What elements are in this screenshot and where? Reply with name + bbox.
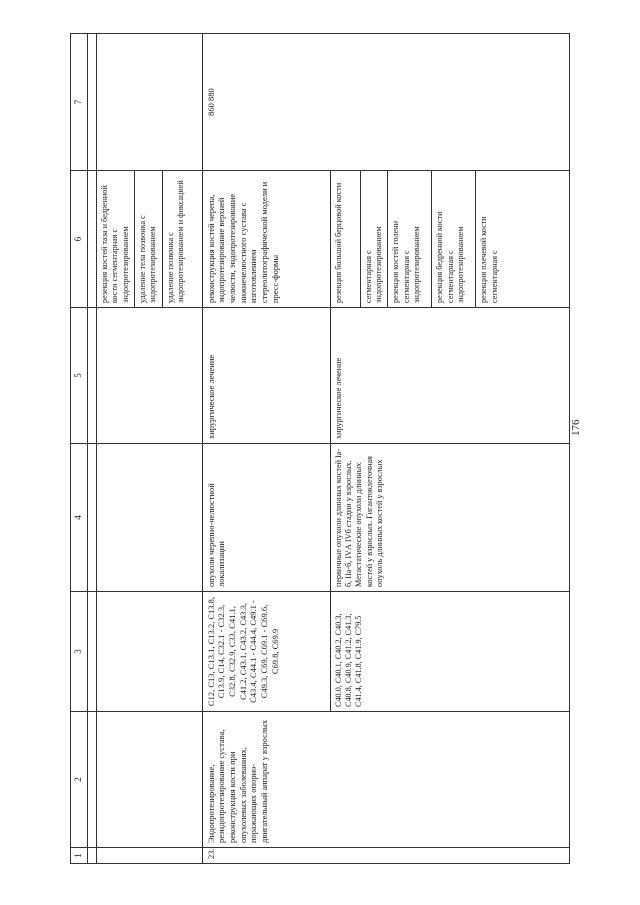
table-row <box>202 34 330 864</box>
treatment-cell: хирургическое лечение <box>202 308 330 444</box>
header-cell: 1 <box>71 848 88 864</box>
method-cell: резекция костей таза и бедренной кости сегментарная с эндопротезированием <box>97 171 135 308</box>
price-cell: 860 880 <box>202 34 569 171</box>
model-cell: первичные опухоли длинных костей Iа-б, IIа-б, IVА IVб стадии у взрослых. Метастатические опухоли длинных костей у взрослых. Гигантоклеточная опухоль длинных костей у взрослых <box>330 444 569 592</box>
row-number: 23. <box>202 848 569 864</box>
method-cell: резекция плечевой кости сегментарная с <box>476 171 570 308</box>
header-cell: 7 <box>71 34 88 171</box>
method-cell: резекция костей голени сегментарная с эндопротезированием <box>388 171 432 308</box>
model-cell: опухоли черепно-челюстной локализации <box>202 444 330 592</box>
row-name: Эндопротезирование, реэндопротезирование сустава, реконструкция кости при опухолевых заболеваниях, поражающих опорно-двигательный аппарат у взрослых <box>202 712 569 848</box>
services-table <box>70 33 570 864</box>
rotated-table-page <box>70 34 570 864</box>
header-cell: 4 <box>71 444 88 592</box>
method-cell: удаление тела позвонка с эндопротезированием <box>134 171 162 308</box>
page-number: 176 <box>570 419 582 436</box>
method-cell: резекция бедренной кости сегментарная с эндопротезированием <box>432 171 476 308</box>
treatment-cell: хирургическое лечение <box>330 308 569 444</box>
method-cell: резекция большой берцовой кости <box>330 171 360 308</box>
codes-cell: C12, C13, C13.1, C13.2, C13.8, C13.9, C14, C32.1 - C32.3, C32.8, C32.9, C33, C41.1, C41.2, C43.1, C43.2, C43.3, C43.4, C44.1 - C44.4, C49.1 - C49.3, C69, C69.1 - C69.6, C69.8, C69.9 <box>202 592 330 712</box>
codes-cell: C40.0, C40.1, C40.2, C40.3, C40.8, C40.9, C41.2, C41.3, C41.4, C41.8, C41.9, C79.5 <box>330 592 569 712</box>
table-row <box>97 34 135 864</box>
spacer-row <box>88 34 97 864</box>
header-cell: 6 <box>71 171 88 308</box>
header-cell: 2 <box>71 712 88 848</box>
method-cell: реконструкция костей черепа, эндопротезирование верхней челюсти, эндопротезирование нижнечелюстного сустава с изготовлением стереолитографической модели и пресс-формы <box>202 171 330 308</box>
header-cell: 3 <box>71 592 88 712</box>
header-row <box>71 34 88 864</box>
method-cell: сегментарная с эндопротезированием <box>360 171 388 308</box>
method-cell: удаление позвонка с эндопротезированием и фиксацией <box>162 171 202 308</box>
header-cell: 5 <box>71 308 88 444</box>
